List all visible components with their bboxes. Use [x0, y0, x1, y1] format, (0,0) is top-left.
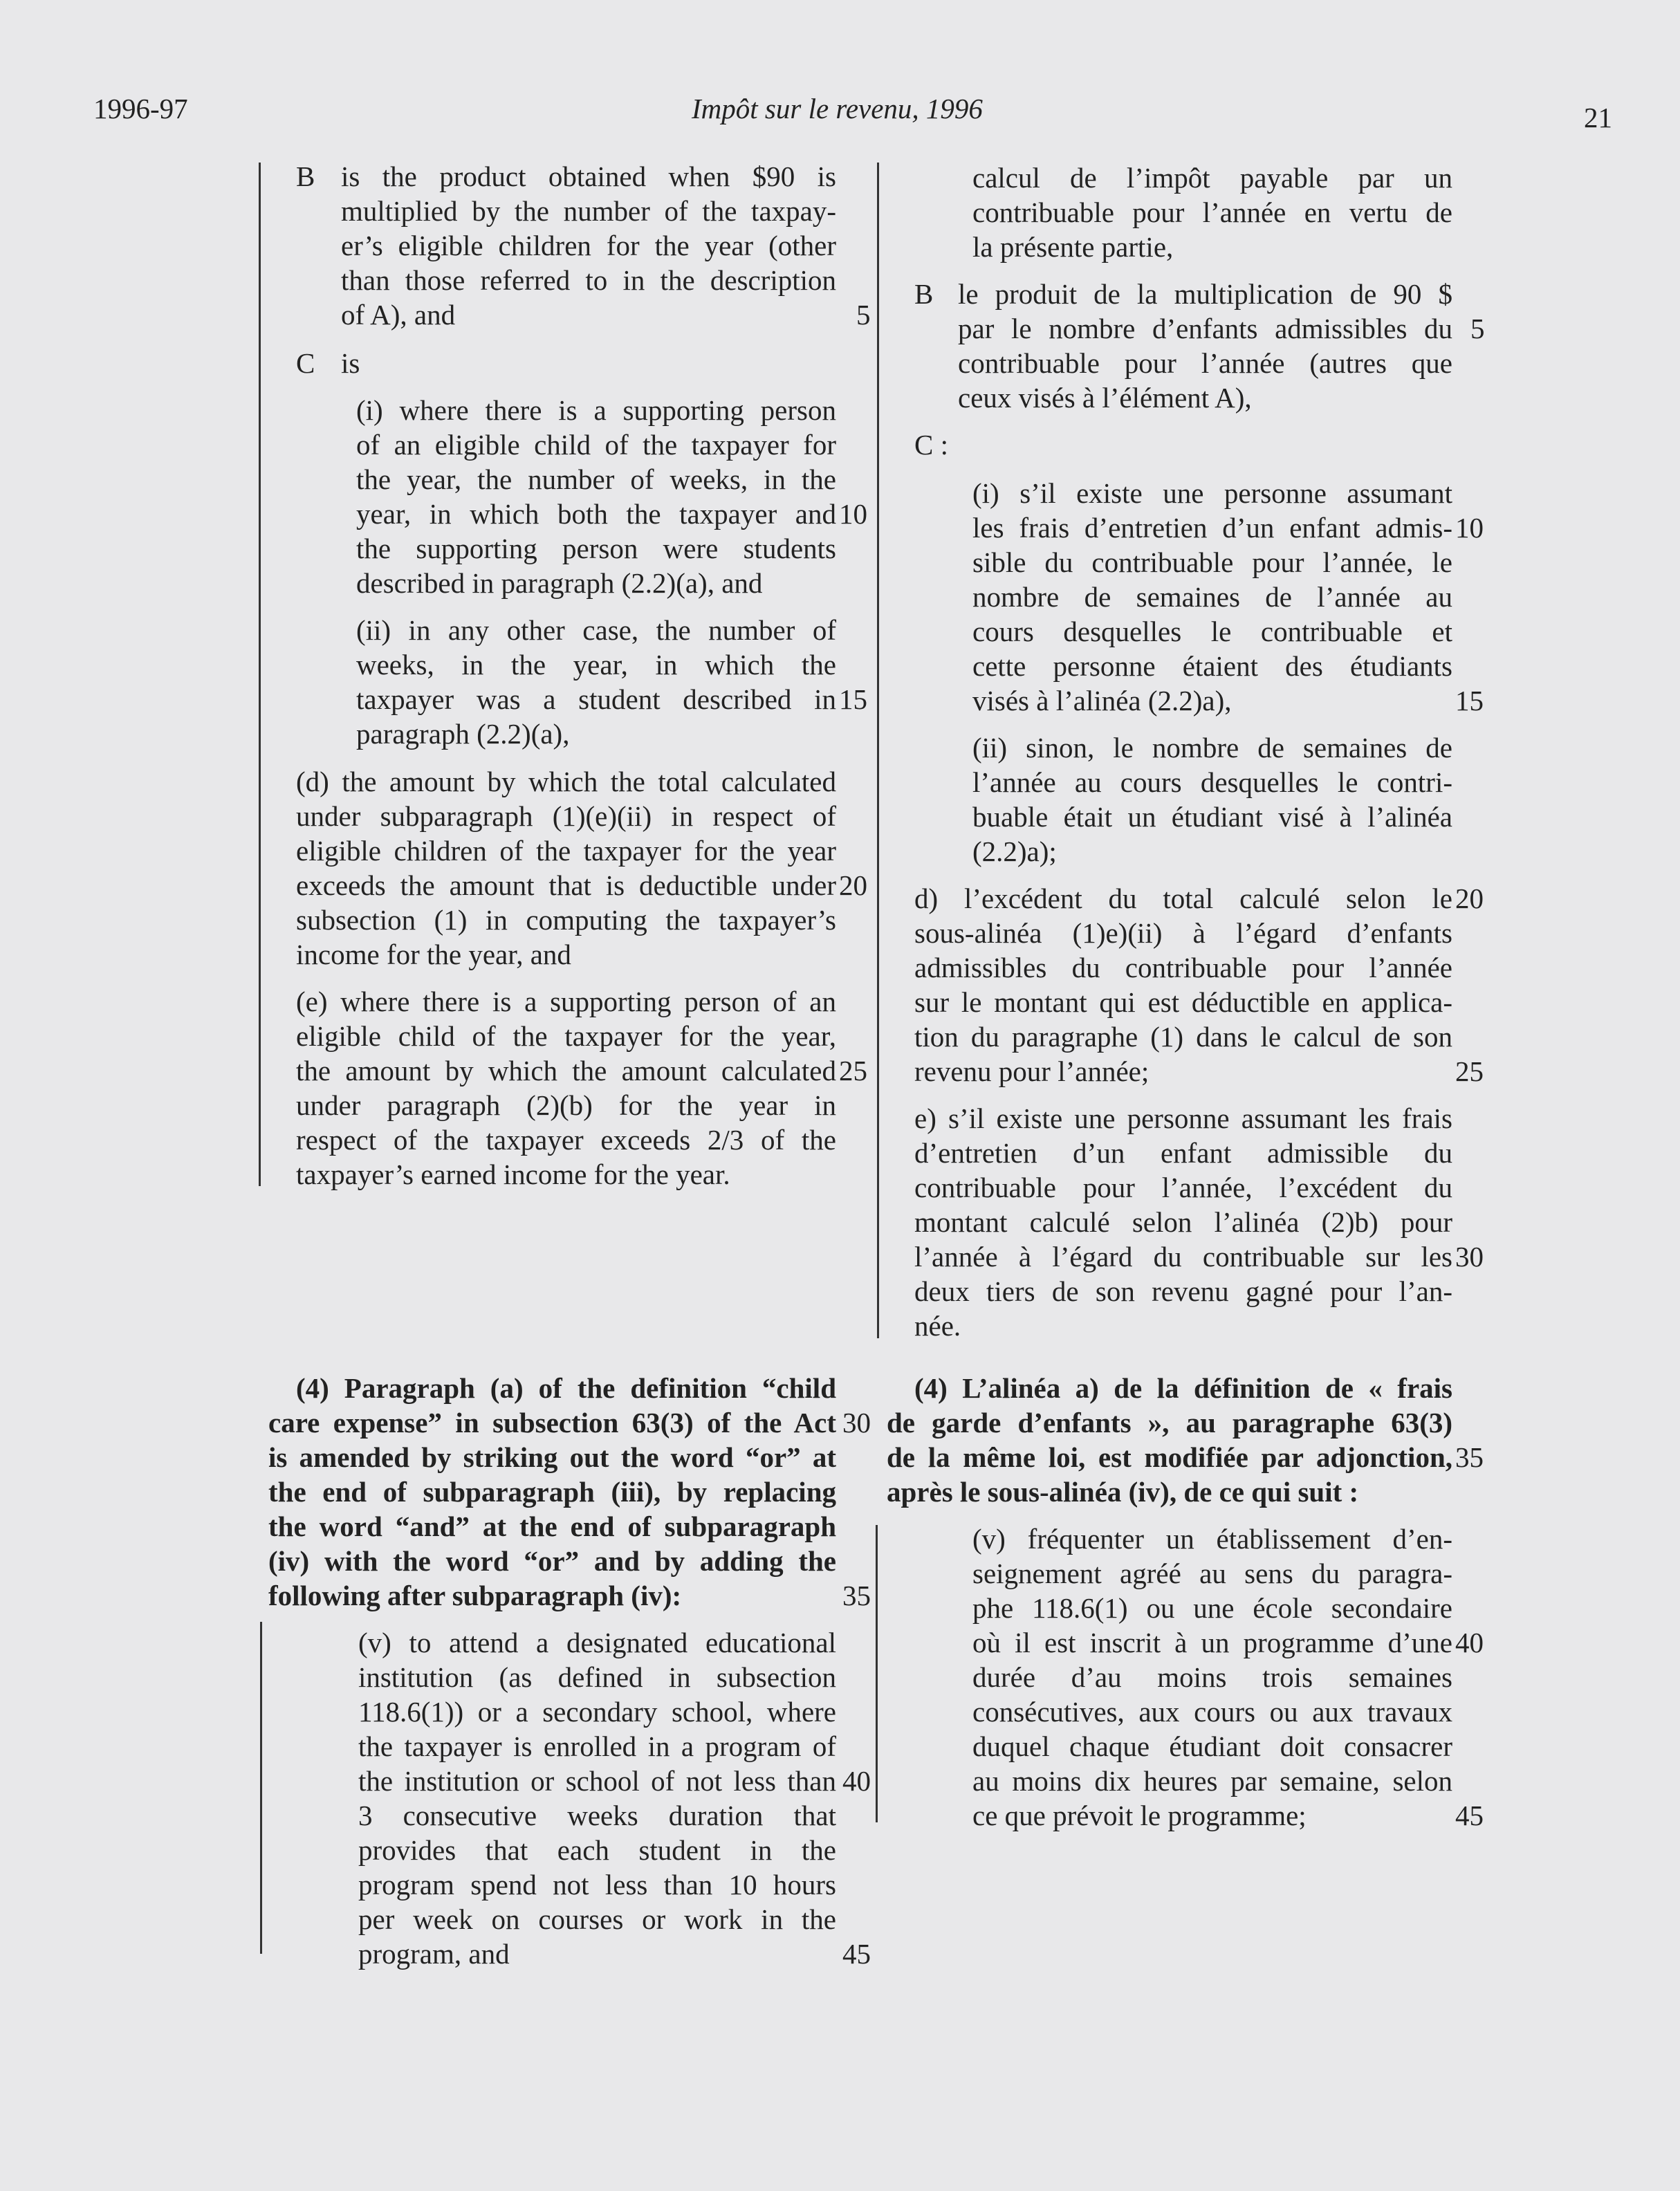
line-number: 25 — [1455, 1055, 1484, 1087]
right-line: ce que prévoit le programme; — [972, 1800, 1307, 1831]
right-line: d’entretien d’un enfant admissible du — [914, 1137, 1452, 1169]
line-number: 20 — [1455, 882, 1484, 914]
left-line: income for the year, and — [296, 939, 571, 970]
left-line: program spend not less than 10 hours — [358, 1869, 836, 1901]
left-line: per week on courses or work in the — [358, 1903, 836, 1935]
right-line: deux tiers de son revenu gagné pour l’an- — [914, 1275, 1452, 1307]
change-bar-center-top — [877, 163, 879, 1338]
amendment-heading-line: following after subparagraph (iv): — [268, 1580, 682, 1611]
right-line: (v) fréquenter un établissement d’en- — [972, 1523, 1452, 1555]
line-number: 40 — [842, 1765, 871, 1797]
element-label-b: B — [296, 160, 315, 192]
right-line: tion du paragraphe (1) dans le calcul de son — [914, 1021, 1452, 1053]
right-line: buable était un étudiant visé à l’alinéa — [972, 801, 1452, 833]
left-line: is — [341, 347, 360, 379]
amendment-heading-line: (iv) with the word “or” and by adding the — [268, 1545, 836, 1577]
left-line: er’s eligible children for the year (other — [341, 230, 836, 261]
left-line: taxpayer was a student described in — [356, 683, 836, 715]
line-number: 5 — [856, 299, 871, 331]
right-line: ceux visés à l’élément A), — [958, 382, 1252, 414]
left-line: the institution or school of not less than — [358, 1765, 836, 1797]
page-number: 21 — [1584, 102, 1612, 133]
left-line: 118.6(1)) or a secondary school, where — [358, 1696, 836, 1728]
left-line: exceeds the amount that is deductible under — [296, 869, 836, 901]
right-line: calcul de l’impôt payable par un — [972, 162, 1452, 194]
left-line: of an eligible child of the taxpayer for — [356, 429, 836, 461]
right-line: seignement agréé au sens du paragra- — [972, 1557, 1452, 1589]
left-line: provides that each student in the — [358, 1834, 836, 1866]
line-number: 25 — [839, 1055, 867, 1087]
right-line: (i) s’il existe une personne assumant — [972, 477, 1452, 509]
change-bar-left-top — [259, 163, 261, 1186]
left-line: the amount by which the amount calculated — [296, 1055, 836, 1087]
line-number: 45 — [842, 1938, 871, 1970]
right-line: l’année au cours desquelles le contri- — [972, 766, 1452, 798]
right-line: montant calculé selon l’alinéa (2)b) pour — [914, 1206, 1452, 1238]
left-line: (d) the amount by which the total calculated — [296, 766, 836, 797]
line-number: 10 — [839, 498, 867, 530]
running-head-year: 1996-97 — [93, 93, 188, 124]
right-line: par le nombre d’enfants admissibles du — [958, 313, 1452, 344]
left-line: than those referred to in the description — [341, 264, 836, 296]
line-number: 35 — [1455, 1441, 1484, 1473]
left-line: institution (as defined in subsection — [358, 1661, 836, 1693]
left-line: eligible child of the taxpayer for the year, — [296, 1020, 836, 1052]
right-line: (ii) sinon, le nombre de semaines de — [972, 732, 1452, 764]
left-line: paragraph (2.2)(a), — [356, 718, 570, 750]
right-line: sur le montant qui est déductible en applica- — [914, 986, 1452, 1018]
amendment-heading-line-fr: de garde d’enfants », au paragraphe 63(3) — [887, 1407, 1452, 1439]
right-line: (2.2)a); — [972, 835, 1057, 867]
right-line: consécutives, aux cours ou aux travaux — [972, 1696, 1452, 1728]
right-line: cette personne étaient des étudiants — [972, 650, 1452, 682]
left-line: 3 consecutive weeks duration that — [358, 1800, 836, 1831]
change-bar-center-bottom — [876, 1525, 878, 1822]
amendment-heading-line: is amended by striking out the word “or” at — [268, 1441, 836, 1473]
element-label-b-fr: B — [914, 278, 934, 310]
left-line: subsection (1) in computing the taxpayer’s — [296, 904, 836, 936]
left-line: (i) where there is a supporting person — [356, 394, 836, 426]
line-number: 30 — [842, 1407, 871, 1439]
right-line: cours desquelles le contribuable et — [972, 616, 1452, 647]
right-line: admissibles du contribuable pour l’année — [914, 952, 1452, 983]
right-line: phe 118.6(1) ou une école secondaire — [972, 1592, 1452, 1624]
amendment-heading-line: (4) Paragraph (a) of the definition “child — [296, 1372, 836, 1404]
right-line: durée d’au moins trois semaines — [972, 1661, 1452, 1693]
left-line: (e) where there is a supporting person of an — [296, 986, 836, 1017]
right-line: où il est inscrit à un programme d’une — [972, 1627, 1452, 1658]
right-line: le produit de la multiplication de 90 $ — [958, 278, 1452, 310]
left-line: of A), and — [341, 299, 456, 331]
left-line: under subparagraph (1)(e)(ii) in respect of — [296, 800, 836, 832]
left-line: taxpayer’s earned income for the year. — [296, 1158, 730, 1190]
left-line: year, in which both the taxpayer and — [356, 498, 836, 530]
left-line: the year, the number of weeks, in the — [356, 463, 836, 495]
left-line: (v) to attend a designated educational — [358, 1627, 836, 1658]
right-line: contribuable pour l’année, l’excédent du — [914, 1172, 1452, 1203]
running-head-title: Impôt sur le revenu, 1996 — [692, 93, 983, 124]
line-number: 20 — [839, 869, 867, 901]
left-line: weeks, in the year, in which the — [356, 649, 836, 681]
right-line: les frais d’entretien d’un enfant admis- — [972, 512, 1452, 544]
right-line: sible du contribuable pour l’année, le — [972, 546, 1452, 578]
amendment-heading-line: the end of subparagraph (iii), by replacing — [268, 1476, 836, 1508]
right-line: l’année à l’égard du contribuable sur les — [914, 1241, 1452, 1273]
amendment-heading-line-fr: après le sous-alinéa (iv), de ce qui suit : — [887, 1476, 1359, 1508]
right-line: e) s’il existe une personne assumant les frais — [914, 1102, 1452, 1134]
right-line: revenu pour l’année; — [914, 1055, 1150, 1087]
right-line: d) l’excédent du total calculé selon le — [914, 882, 1452, 914]
right-line: duquel chaque étudiant doit consacrer — [972, 1730, 1452, 1762]
line-number: 45 — [1455, 1800, 1484, 1831]
element-label-c-fr: C : — [914, 429, 948, 461]
line-number: 40 — [1455, 1627, 1484, 1658]
amendment-heading-line: the word “and” at the end of subparagraph — [268, 1510, 836, 1542]
line-number: 15 — [839, 683, 867, 715]
amendment-heading-line-fr: (4) L’alinéa a) de la définition de « frais — [914, 1372, 1452, 1404]
change-bar-left-bottom — [260, 1622, 262, 1954]
right-line: née. — [914, 1310, 961, 1342]
line-number: 35 — [842, 1580, 871, 1611]
right-line: la présente partie, — [972, 231, 1174, 263]
element-label-c: C — [296, 347, 315, 379]
right-line: contribuable pour l’année (autres que — [958, 347, 1452, 379]
right-line: sous-alinéa (1)e)(ii) à l’égard d’enfants — [914, 917, 1452, 949]
left-line: program, and — [358, 1938, 510, 1970]
right-line: visés à l’alinéa (2.2)a), — [972, 685, 1232, 717]
left-line: respect of the taxpayer exceeds 2/3 of the — [296, 1124, 836, 1156]
left-line: the supporting person were students — [356, 533, 836, 564]
left-line: eligible children of the taxpayer for the year — [296, 835, 836, 867]
left-line: the taxpayer is enrolled in a program of — [358, 1730, 836, 1762]
left-line: multiplied by the number of the taxpay- — [341, 195, 836, 227]
amendment-heading-line-fr: de la même loi, est modifiée par adjonction, — [887, 1441, 1452, 1473]
line-number: 15 — [1455, 685, 1484, 717]
line-number: 5 — [1470, 313, 1485, 344]
left-line: under paragraph (2)(b) for the year in — [296, 1089, 836, 1121]
left-line: (ii) in any other case, the number of — [356, 614, 836, 646]
left-line: described in paragraph (2.2)(a), and — [356, 567, 763, 599]
line-number: 30 — [1455, 1241, 1484, 1273]
line-number: 10 — [1455, 512, 1484, 544]
right-line: au moins dix heures par semaine, selon — [972, 1765, 1452, 1797]
right-line: nombre de semaines de l’année au — [972, 581, 1452, 613]
left-line: is the product obtained when $90 is — [341, 160, 836, 192]
amendment-heading-line: care expense” in subsection 63(3) of the Act — [268, 1407, 836, 1439]
right-line: contribuable pour l’année en vertu de — [972, 196, 1452, 228]
